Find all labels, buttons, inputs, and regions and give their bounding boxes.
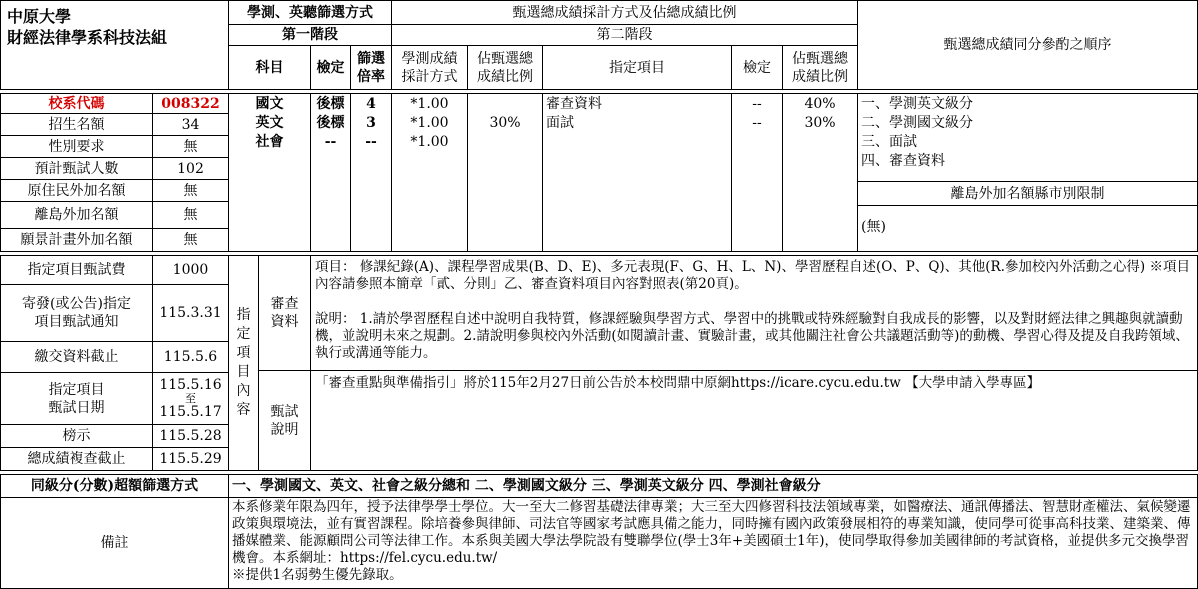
info-label-indigenous: 原住民外加名額 [0, 179, 153, 202]
review-items-text: 項目： 修課紀錄(A)、課程學習成果(B、D、E)、多元表現(F、G、H、L、N)、學習歷程自述(O、P、Q)、其他(R.參加校內外活動之心得) ※項目內容請參照本簡章「貳、分則」乙、審查資料項目內容對照表(第20頁)。 [315, 259, 1190, 292]
fee-label: 指定項目甄試費 [0, 255, 153, 285]
ratio-chinese: 4 [366, 96, 376, 112]
col-gsat-method-line2: 採計方式 [401, 68, 458, 85]
notes-label: 備註 [0, 497, 229, 589]
exam-desc-label-line1: 甄試 [270, 403, 299, 420]
ratio-social: -- [365, 134, 377, 150]
tiebreak-order-header: 甄選總成績同分參酌之順序 [857, 0, 1198, 90]
item-check-interview: -- [752, 115, 762, 131]
vlabel-char-1: 指 [236, 307, 251, 323]
info-value-island: 無 [152, 201, 229, 229]
info-value-expected: 102 [152, 157, 229, 180]
tiebreak-item-2: 二、學測國文級分 [861, 115, 973, 131]
recheck-value: 115.5.29 [152, 447, 229, 471]
stage2-gsat-pct [467, 93, 543, 252]
notes-text: 本系修業年限為四年，授予法律學學士學位。大一至大二修習基礎法律專業；大三至大四修習科技法領域專業，如醫療法、通訊傳播法、智慧財產權法、氣候變遷政策與環境法，並有實習課程。除培養參與律師、司法官等國家考試應具備之能力，同時擁有國內政策發展相符的專業知識，使同學可從事高科技業、建築業、傳播媒體業、能源顧問公司等法律工作。本系與美國大學法學院設有雙聯學位(學士3年+美國碩士1年)，使同學取得參加美國律師的考試資格，並提供多元交換學習機會。本系網址：https://fel.cycu.edu.tw/ [232, 499, 1191, 566]
submit-deadline-label: 繳交資料截止 [0, 341, 153, 373]
vlabel-char-6: 容 [236, 402, 251, 418]
notice-label [0, 284, 153, 342]
col-items-pct-header [782, 45, 858, 90]
info-label-expected: 預計甄試人數 [0, 157, 153, 180]
info-value-indigenous: 無 [152, 179, 229, 202]
result-label: 榜示 [0, 424, 153, 448]
stage1-title: 學測、英聽篩選方式 [228, 0, 392, 25]
main-title: 甄選總成績採計方式及佔總成績比例 [391, 0, 858, 25]
island-restriction-title: 離島外加名額縣市別限制 [857, 181, 1198, 206]
check-chinese: 後標 [316, 96, 345, 112]
info-label-gender: 性別要求 [0, 135, 153, 158]
fee-value: 1000 [152, 255, 229, 285]
stage1-subtitle: 第一階段 [228, 24, 392, 46]
designated-content-label [228, 255, 259, 471]
info-value-quota: 34 [152, 113, 229, 136]
gsat-method-chinese: *1.00 [410, 96, 449, 112]
review-desc-text: 說明： 1.請於學習歷程自述中說明自我特質，修課經驗與學習方式、學習中的挑戰或特殊經驗對自我成長的影響，以及對財經法律之興趣與就讀動機，並說明未來之規劃。2.請說明參與校內外活動(如閱讀計畫、實驗計畫，或其他關注社會公共議題活動等)的動機、學習心得及提及自我跨領域、執行或溝通等能力。 [315, 311, 1189, 361]
tie-screen-label: 同級分(分數)超額篩選方式 [0, 474, 229, 498]
item-pct-interview: 30% [804, 115, 836, 131]
col-ratio-header-line2: 倍率 [357, 68, 385, 85]
subject-chinese: 國文 [255, 96, 284, 112]
stage2-items [542, 93, 732, 252]
stage1-ratios [350, 93, 392, 252]
exam-date-label [0, 372, 153, 425]
notes-extra: ※提供1名弱勢生優先錄取。 [232, 567, 403, 583]
col-gsat-pct-line2: 成績比例 [477, 68, 533, 85]
check-english: 後標 [316, 115, 345, 131]
exam-date-value [152, 372, 229, 425]
notes-content [228, 497, 1198, 589]
gsat-method-social: *1.00 [410, 134, 449, 150]
info-value-vision: 無 [152, 228, 229, 252]
exam-date-to-mark: 至 [185, 392, 196, 405]
subject-social: 社會 [255, 134, 284, 150]
item-interview: 面試 [546, 115, 574, 131]
stage1-subjects [228, 93, 311, 252]
col-gsat-method-header [391, 45, 468, 90]
ratio-english: 3 [366, 115, 376, 131]
tiebreak-item-3: 三、面試 [861, 134, 917, 150]
item-check-review: -- [752, 96, 762, 112]
recheck-label: 總成績複查截止 [0, 447, 153, 471]
vlabel-char-3: 項 [236, 345, 251, 361]
exam-desc-label [258, 370, 311, 471]
vlabel-char-2: 定 [236, 326, 251, 342]
col-gsat-pct-line1: 佔甄選總 [477, 50, 533, 67]
info-label-vision: 願景計畫外加名額 [0, 228, 153, 252]
tiebreak-item-1: 一、學測英文級分 [861, 96, 973, 112]
stage2-item-checks [731, 93, 783, 252]
vlabel-char-5: 內 [236, 383, 251, 399]
check-social: -- [324, 134, 337, 150]
col-check-header: 檢定 [310, 45, 351, 90]
gsat-method-english: *1.00 [410, 115, 449, 131]
review-label-line1: 審查 [270, 296, 299, 312]
stage2-item-pcts [782, 93, 858, 252]
exam-desc-label-line2: 說明 [270, 421, 299, 438]
result-value: 115.5.28 [152, 424, 229, 448]
review-materials-label [258, 255, 311, 371]
gsat-pct-value: 30% [489, 115, 521, 131]
exam-date-label-line2: 甄試日期 [48, 399, 105, 416]
submit-deadline-value: 115.5.6 [152, 341, 229, 373]
exam-date-to: 115.5.17 [159, 404, 222, 420]
island-restriction-value: (無) [857, 205, 1198, 252]
stage1-checks [310, 93, 351, 252]
review-label-line2: 資料 [270, 314, 299, 330]
item-review: 審查資料 [546, 96, 602, 112]
subject-english: 英文 [255, 115, 284, 131]
exam-date-label-line1: 指定項目 [48, 381, 105, 398]
notice-label-line1: 寄發(或公告)指定 [22, 296, 131, 312]
notice-value: 115.3.31 [152, 284, 229, 342]
info-label-island: 離島外加名額 [0, 201, 153, 229]
tiebreak-item-4: 四、審查資料 [861, 153, 945, 169]
stage2-gsat-methods [391, 93, 468, 252]
col-subject-header: 科目 [228, 45, 311, 90]
tie-screen-value: 一、學測國文、英文、社會之級分總和 二、學測國文級分 三、學測英文級分 四、學測社會級分 [228, 474, 1198, 498]
notice-label-line2: 項目甄試通知 [34, 314, 119, 330]
col-ratio-header-line1: 篩選 [357, 50, 385, 67]
col-gsat-pct-header [467, 45, 543, 90]
department-name: 財經法律學系科技法組 [7, 28, 168, 47]
school-code-label: 校系代碼 [0, 93, 153, 114]
review-materials-content [310, 255, 1198, 371]
col-items-pct-line2: 成績比例 [792, 68, 848, 85]
school-name-cell [0, 0, 229, 90]
col-ratio-header [350, 45, 392, 90]
school-name: 中原大學 [7, 7, 72, 26]
vlabel-char-4: 目 [236, 364, 251, 380]
info-label-quota: 招生名額 [0, 113, 153, 136]
school-code-value: 008322 [152, 93, 229, 114]
info-value-gender: 無 [152, 135, 229, 158]
col-gsat-method-line1: 學測成績 [401, 50, 458, 67]
exam-desc-content: 「審查重點與準備指引」將於115年2月27日前公告於本校問鼎中原網https://icare.cycu.edu.tw 【大學申請入學專區】 [310, 370, 1198, 471]
col-items-header: 指定項目 [542, 45, 732, 90]
item-pct-review: 40% [804, 96, 836, 112]
col-items-pct-line1: 佔甄選總 [792, 50, 848, 67]
col-items-check-header: 檢定 [731, 45, 783, 90]
stage2-subtitle: 第二階段 [391, 24, 858, 46]
exam-date-from: 115.5.16 [159, 377, 222, 393]
tiebreak-order-list [857, 93, 1198, 182]
